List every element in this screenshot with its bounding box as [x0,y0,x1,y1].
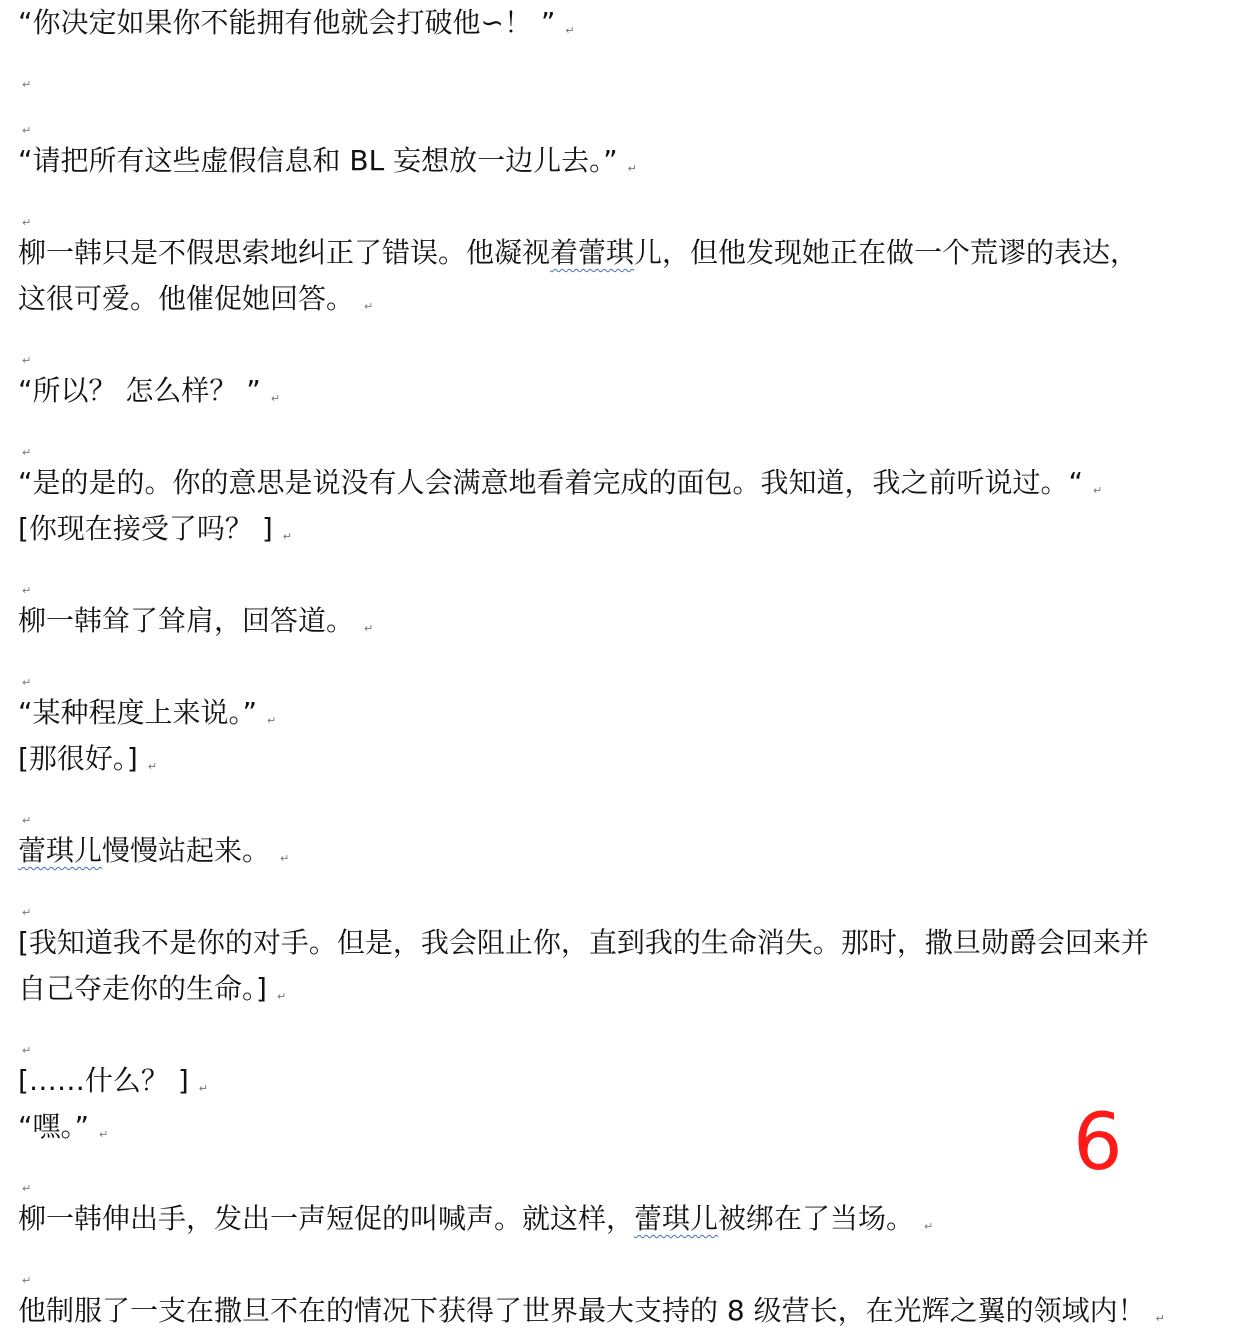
paragraph-mark-icon: ↵ [924,1220,934,1233]
paragraph-text: [你现在接受了吗？ ] [18,512,273,545]
empty-paragraph[interactable] [18,1150,1243,1196]
paragraph-text: “你决定如果你不能拥有他就会打破他∽！ ” [18,6,556,39]
paragraph-mark-icon: ↵ [364,300,374,313]
paragraph-line[interactable] [18,1058,1243,1104]
paragraph-mark-icon: ↵ [22,124,32,137]
paragraph-mark-icon: ↵ [22,354,32,367]
paragraph-text: 柳一韩耸了耸肩，回答道。 [18,604,355,637]
paragraph-text: [那很好。] [18,742,138,775]
paragraph-mark-icon: ↵ [22,814,32,827]
paragraph-text: 被绑在了当场。 [718,1202,915,1235]
empty-paragraph[interactable] [18,782,1243,828]
paragraph-text: [……什么？ ] [18,1064,189,1097]
paragraph-mark-icon: ↵ [565,24,575,37]
paragraph-mark-icon: ↵ [99,1128,109,1141]
paragraph-mark-icon: ↵ [267,714,277,727]
empty-paragraph[interactable] [18,874,1243,920]
paragraph-text: “所以？ 怎么样？ ” [18,374,261,407]
paragraph-mark-icon: ↵ [276,990,287,1003]
paragraph-mark-icon: ↵ [282,530,292,543]
paragraph-line[interactable] [18,598,1243,644]
paragraph-mark-icon: ↵ [22,446,32,459]
paragraph-mark-icon: ↵ [22,676,32,689]
paragraph-mark-icon: ↵ [22,1044,32,1057]
paragraph-line[interactable] [18,1288,1243,1334]
paragraph-mark-icon: ↵ [198,1082,208,1095]
spellcheck-flagged-text: 蕾琪儿 [634,1202,719,1235]
paragraph-mark-icon: ↵ [22,1274,32,1287]
spellcheck-flagged-text: 着蕾琪 [550,236,635,269]
paragraph-text: “嘿。” [18,1110,90,1143]
paragraph-line[interactable] [18,0,1243,46]
paragraph-line[interactable] [18,368,1243,414]
spellcheck-flagged-text: 蕾琪儿 [18,834,103,867]
paragraph-mark-icon: ↵ [280,852,290,865]
paragraph-text: [我知道我不是你的对手。但是，我会阻止你，直到我的生命消失。那时，撒旦勋爵会回来并 [18,926,1149,959]
empty-paragraph[interactable] [18,1012,1243,1058]
paragraph-mark-icon: ↵ [364,622,374,635]
paragraph-text: “是的是的。你的意思是说没有人会满意地看着完成的面包。我知道，我之前听说过。“ [18,466,1084,499]
document-body[interactable] [18,0,1243,1334]
paragraph-mark-icon: ↵ [22,906,32,919]
paragraph-line[interactable] [18,736,1243,782]
paragraph-line[interactable] [18,1104,1243,1150]
empty-paragraph[interactable] [18,1242,1243,1288]
empty-paragraph[interactable] [18,92,1243,138]
paragraph-mark-icon: ↵ [1093,484,1103,497]
empty-paragraph[interactable] [18,414,1243,460]
paragraph-text: 这很可爱。他催促她回答。 [18,282,355,315]
paragraph-line[interactable] [18,138,1243,184]
empty-paragraph[interactable] [18,322,1243,368]
paragraph-text: 自己夺走你的生命。] [18,972,267,1005]
paragraph-line[interactable] [18,828,1243,874]
paragraph-line[interactable] [18,1196,1243,1242]
paragraph-text: “请把所有这些虚假信息和 BL 妄想放一边儿去。” [18,144,618,177]
paragraph-mark-icon: ↵ [22,78,32,91]
paragraph-text: 慢慢站起来。 [102,834,271,867]
empty-paragraph[interactable] [18,644,1243,690]
paragraph-line[interactable] [18,506,1243,552]
paragraph-mark-icon: ↵ [22,216,32,229]
paragraph-text: 儿，但他发现她正在做一个荒谬的表达， [634,236,1139,269]
paragraph-mark-icon: ↵ [627,162,637,175]
paragraph-line[interactable] [18,690,1243,736]
empty-paragraph[interactable] [18,184,1243,230]
paragraph-mark-icon: ↵ [270,392,281,405]
paragraph-line[interactable] [18,230,1243,276]
paragraph-mark-icon: ↵ [22,1182,32,1195]
paragraph-line[interactable] [18,276,1243,322]
empty-paragraph[interactable] [18,46,1243,92]
paragraph-text: 他制服了一支在撒旦不在的情况下获得了世界最大支持的 8 级营长，在光辉之翼的领域内！ [18,1294,1146,1327]
paragraph-text: 柳一韩伸出手，发出一声短促的叫喊声。就这样， [18,1202,635,1235]
paragraph-mark-icon: ↵ [147,760,158,773]
empty-paragraph[interactable] [18,552,1243,598]
paragraph-text: “某种程度上来说。” [18,696,258,729]
paragraph-mark-icon: ↵ [1155,1312,1165,1325]
paragraph-line[interactable] [18,966,1243,1012]
paragraph-mark-icon: ↵ [22,584,32,597]
paragraph-line[interactable] [18,460,1243,506]
paragraph-text: 柳一韩只是不假思索地纠正了错误。他凝视 [18,236,551,269]
page-number: 6 [1073,1098,1123,1188]
paragraph-line[interactable] [18,920,1243,966]
